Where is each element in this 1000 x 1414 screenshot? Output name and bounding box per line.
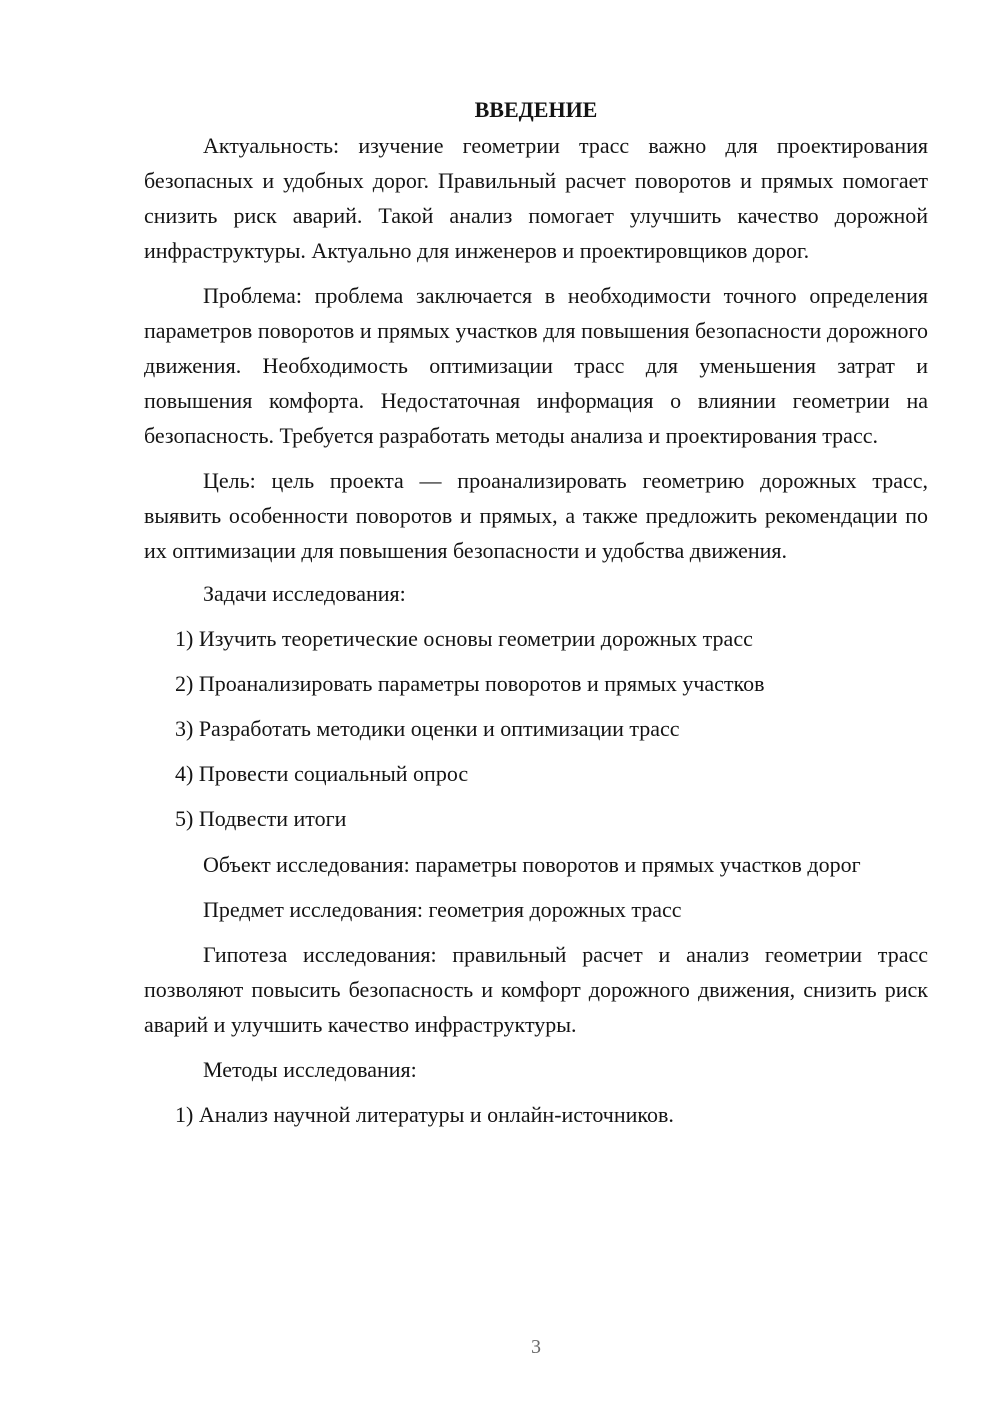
list-item: 1) Анализ научной литературы и онлайн-источников. xyxy=(175,1102,674,1127)
object-paragraph: Объект исследования: параметры поворотов и прямых участков дорог xyxy=(203,852,861,877)
methods-label: Методы исследования: xyxy=(203,1057,417,1082)
list-item: 5) Подвести итоги xyxy=(175,806,347,831)
document-page xyxy=(144,92,928,1132)
tasks-list xyxy=(144,621,928,836)
subject-paragraph: Предмет исследования: геометрия дорожных трасс xyxy=(203,897,682,922)
tasks-label: Задачи исследования: xyxy=(203,581,406,606)
hypothesis-paragraph: Гипотеза исследования: правильный расчет и анализ геометрии трасс позволяют повысить безопасность и комфорт дорожного движения, снизить риск аварий и улучшить качество инфраструктуры. xyxy=(144,942,928,1037)
goal-paragraph: Цель: цель проекта — проанализировать геометрию дорожных трасс, выявить особенности поворотов и прямых, а также предложить рекомендации по их оптимизации для повышения безопасности и удобства движения. xyxy=(144,468,928,563)
list-item: 1) Изучить теоретические основы геометрии дорожных трасс xyxy=(175,626,753,651)
list-item: 3) Разработать методики оценки и оптимизации трасс xyxy=(175,716,680,741)
relevance-paragraph: Актуальность: изучение геометрии трасс важно для проектирования безопасных и удобных дорог. Правильный расчет поворотов и прямых помогает снизить риск аварий. Такой анализ помогает улучшить качество дорожной инфраструктуры. Актуально для инженеров и проектировщиков дорог. xyxy=(144,133,928,263)
section-heading: ВВЕДЕНИЕ xyxy=(474,97,598,122)
problem-paragraph: Проблема: проблема заключается в необходимости точного определения параметров поворотов и прямых участков для повышения безопасности дорожного движения. Необходимость оптимизации трасс для уменьшения затрат и повышения комфорта. Недостаточная информация о влиянии геометрии на безопасность. Требуется разработать методы анализа и проектирования трасс. xyxy=(144,283,928,448)
page-number: 3 xyxy=(531,1336,541,1358)
methods-list xyxy=(144,1097,928,1132)
list-item: 2) Проанализировать параметры поворотов и прямых участков xyxy=(175,671,765,696)
list-item: 4) Провести социальный опрос xyxy=(175,761,469,786)
